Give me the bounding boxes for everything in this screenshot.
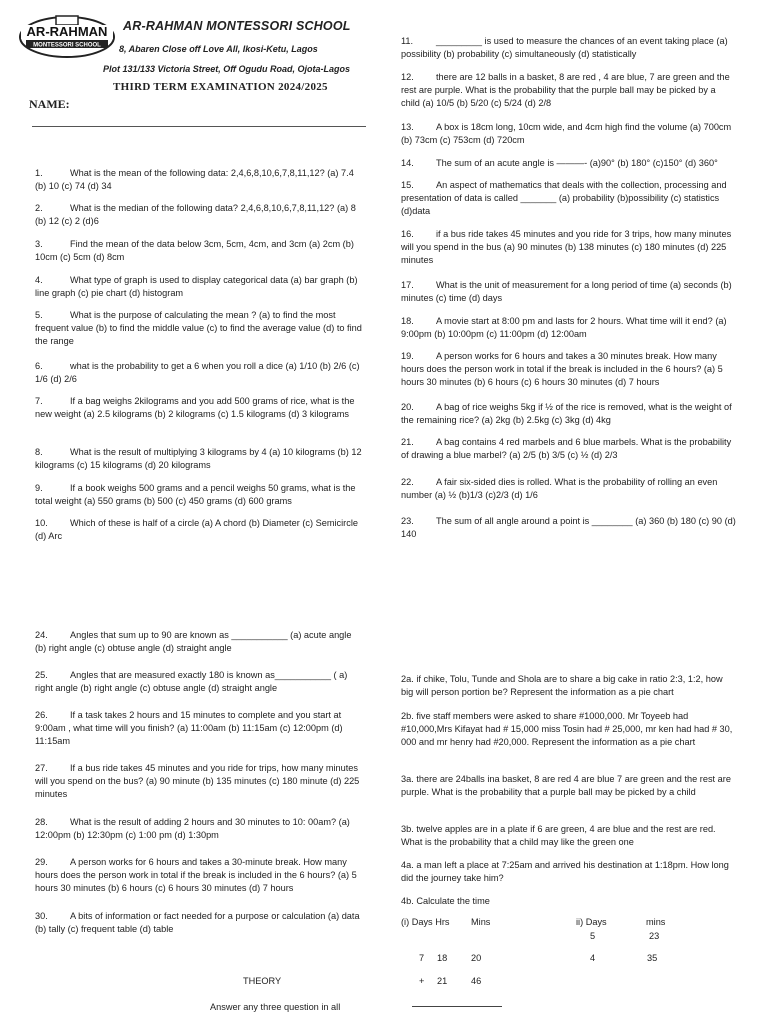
table-ii-r2-days: 4 xyxy=(590,953,596,963)
question-16: 16. if a bus ride takes 45 minutes and you ride for 3 trips, how many minutes will you spend in the bus (a) 90 minutes (b) 138 minutes (c) 180 minutes (d) 225 minutes xyxy=(401,229,732,265)
table-i-r2-mins: 46 xyxy=(471,976,482,986)
question-18: 18. A movie start at 8:00 pm and lasts for 2 hours. What time will it end? (a) 9:00pm (b) 10:00pm (c) 11:00pm (d) 12:00am xyxy=(401,316,727,339)
question-29: 29. A person works for 6 hours and takes a 30-minute break. How many hours does the person work in total if the break is included in the 6 hours? (a) 5 hours 30 minutes (b) 6 hours (c) 6 hours 30 minutes (d) 7 hours xyxy=(35,857,357,893)
logo-subtext: MONTESSORI SCHOOL xyxy=(33,42,101,49)
table-i-r2-op: + xyxy=(419,976,425,986)
theory-2b: 2b. five staff members were asked to share #1000,000. Mr Toyeeb had #10,000,Mrs Kifayat had # 15,000 miss Tosin had # 25,000, mr ken had had # 30, 000 and mr henry had #20,000. Represent the information as a pie chart xyxy=(401,711,733,747)
table-i-r1-hrs: 18 xyxy=(437,953,448,963)
table-i-r1-days: 7 xyxy=(419,953,425,963)
table-i-header: (i) Days Hrs xyxy=(401,917,450,927)
table-i-mins-header: Mins xyxy=(471,917,491,927)
table-sum-line xyxy=(412,1006,502,1007)
logo-text: AR-RAHMAN xyxy=(26,24,108,39)
school-logo xyxy=(18,15,116,59)
question-3: 3. Find the mean of the data below 3cm, 5cm, 4cm, and 3cm (a) 2cm (b) 10cm (c) 5cm (d) 8cm xyxy=(35,239,354,262)
table-ii-r2-mins: 35 xyxy=(647,953,658,963)
address-line-2: Plot 131/133 Victoria Street, Off Ogudu Road, Ojota-Lagos xyxy=(103,64,351,74)
table-ii-mins-header: mins xyxy=(646,917,666,927)
question-6: 6. what is the probability to get a 6 when you roll a dice (a) 1/10 (b) 2/6 (c) 1/6 (d) 2/6 xyxy=(35,361,360,384)
exam-title: THIRD TERM EXAMINATION 2024/2025 xyxy=(113,81,328,93)
address-line-1: 8, Abaren Close off Love All, Ikosi-Ketu, Lagos xyxy=(119,44,318,54)
question-14: 14. The sum of an acute angle is ———- (a)90° (b) 180° (c)150° (d) 360° xyxy=(401,158,718,168)
question-12: 12. there are 12 balls in a basket, 8 are red , 4 are blue, 7 are green and the rest are purple. What is the probability that the purple ball may be picked by a child (a) 10/5 (b) 5/20 (c) 5/24 (d) 2/8 xyxy=(401,72,730,108)
name-field-line[interactable] xyxy=(32,126,366,127)
question-7: 7. If a bag weighs 2kilograms and you add 500 grams of rice, what is the new weight (a) 2.5 kilograms (b) 2 kilograms (c) 1.5 kilograms (d) 3 kilograms xyxy=(35,396,355,419)
name-label: NAME: xyxy=(29,97,70,111)
theory-4a: 4a. a man left a place at 7:25am and arrived his destination at 1:18pm. How long did the journey take him? xyxy=(401,860,729,883)
table-i-r1-mins: 20 xyxy=(471,953,482,963)
question-11: 11. _________ is used to measure the chances of an event taking place (a) possibility (b) probability (c) simultaneously (d) statistically xyxy=(401,36,728,59)
question-20: 20. A bag of rice weighs 5kg if ½ of the rice is removed, what is the weight of the remaining rice? (a) 2kg (b) 2.5kg (c) 3kg (d) 4kg xyxy=(401,402,732,425)
question-13: 13. A box is 18cm long, 10cm wide, and 4cm high find the volume (a) 700cm (b) 73cm (c) 753cm (d) 720cm xyxy=(401,122,732,145)
theory-3a: 3a. there are 24balls ina basket, 8 are red 4 are blue 7 are green and the rest are purple. What is the probability that a purple ball may be picked by a child xyxy=(401,774,731,797)
question-28: 28. What is the result of adding 2 hours and 30 minutes to 10: 00am? (a) 12:00pm (b) 12:30pm (c) 1:00 pm (d) 1:30pm xyxy=(35,817,350,840)
theory-4b: 4b. Calculate the time xyxy=(401,896,490,906)
table-i-r2-hrs: 21 xyxy=(437,976,448,986)
question-10: 10. Which of these is half of a circle (a) A chord (b) Diameter (c) Semicircle (d) Arc xyxy=(35,518,358,541)
question-17: 17. What is the unit of measurement for a long period of time (a) seconds (b) minutes (c) time (d) days xyxy=(401,280,732,303)
question-22: 22. A fair six-sided dies is rolled. What is the probability of rolling an even number (a) ½ (b)1/3 (c)2/3 (d) 1/6 xyxy=(401,477,718,500)
question-15: 15. An aspect of mathematics that deals with the collection, processing and presentation of data is called _______ (a) probability (b)possibility (c) statistics (d)data xyxy=(401,180,727,216)
table-ii-r1-mins: 23 xyxy=(649,931,660,941)
theory-heading: THEORY xyxy=(243,976,282,986)
question-5: 5. What is the purpose of calculating the mean ? (a) to find the most frequent value (b) to find the middle value (c) to find the average value (d) to find the range xyxy=(35,310,362,346)
theory-instruction: Answer any three question in all xyxy=(210,1002,341,1012)
question-1: 1. What is the mean of the following data: 2,4,6,8,10,6,7,8,11,12? (a) 7.4 (b) 10 (c) 74 (d) 34 xyxy=(35,168,354,191)
question-26: 26. If a task takes 2 hours and 15 minutes to complete and you start at 9:00am , what time will you finish? (a) 11:00am (b) 11:15am (c) 12:00pm (d) 11:15am xyxy=(35,710,343,746)
question-25: 25. Angles that are measured exactly 180 is known as___________ ( a) right angle (b) right angle (c) obtuse angle (d) straight angle xyxy=(35,670,348,693)
question-9: 9. If a book weighs 500 grams and a pencil weighs 50 grams, what is the total weight (a) 550 grams (b) 500 (c) 450 grams (d) 600 grams xyxy=(35,483,356,506)
question-23: 23. The sum of all angle around a point is ________ (a) 360 (b) 180 (c) 90 (d) 140 xyxy=(401,516,736,539)
table-ii-header: ii) Days xyxy=(576,917,607,927)
question-30: 30. A bits of information or fact needed for a purpose or calculation (a) data (b) tally (c) frequent table (d) table xyxy=(35,911,360,934)
question-2: 2. What is the median of the following data? 2,4,6,8,10,6,7,8,11,12? (a) 8 (b) 12 (c) 2 (d)6 xyxy=(35,203,356,226)
question-27: 27. If a bus ride takes 45 minutes and you ride for trips, how many minutes will you spend on the bus? (a) 90 minute (b) 135 minutes (c) 180 minute (d) 225 minutes xyxy=(35,763,360,799)
table-ii-r1-days: 5 xyxy=(590,931,596,941)
school-name: AR-RAHMAN MONTESSORI SCHOOL xyxy=(123,19,351,33)
question-19: 19. A person works for 6 hours and takes a 30 minutes break. How many hours does the person work in total if the break is included in the 6 hours? (a) 5 hours 30 minutes (b) 6 hours (c) 6 hours 30 minutes (d) 7 hours xyxy=(401,351,723,387)
question-4: 4. What type of graph is used to display categorical data (a) bar graph (b) line graph (c) pie chart (d) histogram xyxy=(35,275,358,298)
question-21: 21. A bag contains 4 red marbels and 6 blue marbels. What is the probability of drawing a blue marbel? (a) 2/5 (b) 3/5 (c) ½ (d) 2/3 xyxy=(401,437,732,460)
question-24: 24. Angles that sum up to 90 are known as ___________ (a) acute angle (b) right angle (c) obtuse angle (d) straight angle xyxy=(35,630,352,653)
question-8: 8. What is the result of multiplying 3 kilograms by 4 (a) 10 kilograms (b) 12 kilograms (c) 15 kilograms (d) 20 kilograms xyxy=(35,447,362,470)
theory-3b: 3b. twelve apples are in a plate if 6 are green, 4 are blue and the rest are red. What is the probability that a child may like the green one xyxy=(401,824,716,847)
theory-2a: 2a. if chike, Tolu, Tunde and Shola are to share a big cake in ratio 2:3, 1:2, how big will person portion be? Represent the information as a pie chart xyxy=(401,674,723,697)
